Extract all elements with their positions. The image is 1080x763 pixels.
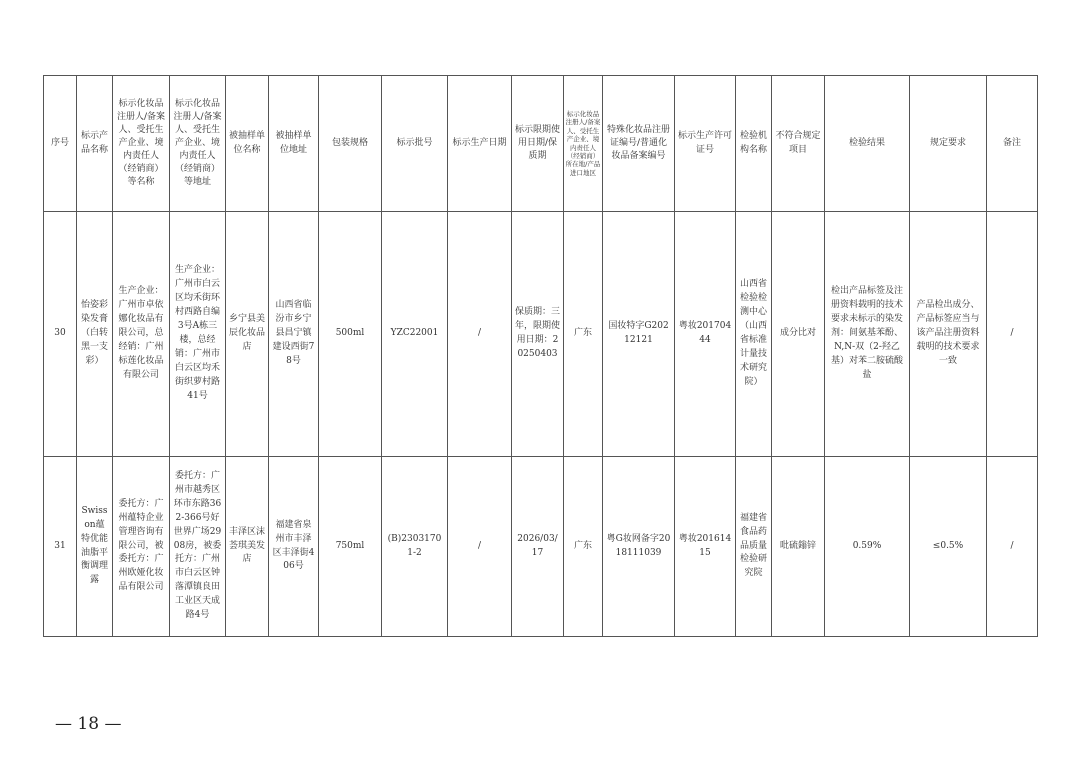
sampled-unit-name-cell: 丰泽区沫荟琪美发店	[226, 457, 269, 637]
registrant-address-cell: 委托方：广州市越秀区环市东路362-366号好世界广场2908房，被委托方：广州市白云区钟落潭镇良田工业区天成路4号	[170, 457, 226, 637]
production-date-cell: /	[448, 457, 512, 637]
serial-cell: 30	[44, 212, 77, 457]
remarks-cell: /	[987, 212, 1038, 457]
product-name-cell: 怡姿彩染发膏（白转黑一支彩）	[77, 212, 113, 457]
col-header-registrant-name: 标示化妆品注册人/备案人、受托生产企业、境内责任人（经销商）等名称	[113, 76, 170, 212]
header-row	[44, 76, 1038, 212]
production-date-cell: /	[448, 212, 512, 457]
testing-agency-cell: 山西省检验检测中心（山西省标准计量技术研究院）	[736, 212, 772, 457]
col-header-testing-agency: 检验机构名称	[736, 76, 772, 212]
production-license-cell: 粤妆20170444	[675, 212, 736, 457]
registrant-name-cell: 生产企业：广州市卓依娜化妆品有限公司，总经销：广州标莲化妆品有限公司	[113, 212, 170, 457]
registration-number-cell: 粤G妆网备字2018111039	[603, 457, 675, 637]
origin-region-cell: 广东	[564, 212, 603, 457]
col-header-origin-region: 标示化妆品注册人/备案人、受托生产企业、境内责任人（经销商）所在地/产品进口地区	[564, 76, 603, 212]
requirement-cell: 产品检出成分、产品标签应当与该产品注册资料载明的技术要求一致	[910, 212, 987, 457]
col-header-product-name: 标示产品名称	[77, 76, 113, 212]
package-spec-cell: 750ml	[319, 457, 382, 637]
batch-number-cell: (B)23031701-2	[382, 457, 448, 637]
col-header-nonconforming-item: 不符合规定项目	[772, 76, 825, 212]
sampled-unit-name-cell: 乡宁县美辰化妆品店	[226, 212, 269, 457]
nonconforming-item-cell: 吡硫鎓锌	[772, 457, 825, 637]
origin-region-cell: 广东	[564, 457, 603, 637]
col-header-production-date: 标示生产日期	[448, 76, 512, 212]
registration-number-cell: 国妆特字G20212121	[603, 212, 675, 457]
col-header-test-result: 检验结果	[825, 76, 910, 212]
table-row	[44, 457, 1038, 637]
col-header-expiry: 标示限期使用日期/保质期	[512, 76, 564, 212]
col-header-sampled-unit-name: 被抽样单位名称	[226, 76, 269, 212]
test-result-cell: 检出产品标签及注册资料载明的技术要求未标示的染发剂：间氨基苯酚、N,N-双（2-羟乙基）对苯二胺硫酸盐	[825, 212, 910, 457]
testing-agency-cell: 福建省食品药品质量检验研究院	[736, 457, 772, 637]
col-header-production-license: 标示生产许可证号	[675, 76, 736, 212]
table-row	[44, 212, 1038, 457]
sampled-unit-address-cell: 福建省泉州市丰泽区丰泽街406号	[269, 457, 319, 637]
col-header-batch-number: 标示批号	[382, 76, 448, 212]
inspection-results-table	[43, 75, 1038, 637]
col-header-remarks: 备注	[987, 76, 1038, 212]
page-number: — 18 —	[55, 714, 122, 734]
test-result-cell: 0.59%	[825, 457, 910, 637]
serial-cell: 31	[44, 457, 77, 637]
package-spec-cell: 500ml	[319, 212, 382, 457]
col-header-registrant-address: 标示化妆品注册人/备案人、受托生产企业、境内责任人（经销商）等地址	[170, 76, 226, 212]
sampled-unit-address-cell: 山西省临汾市乡宁县昌宁镇建设西街78号	[269, 212, 319, 457]
nonconforming-item-cell: 成分比对	[772, 212, 825, 457]
col-header-requirement: 规定要求	[910, 76, 987, 212]
requirement-cell: ≤0.5%	[910, 457, 987, 637]
remarks-cell: /	[987, 457, 1038, 637]
expiry-cell: 保质期：三年，限期使用日期：20250403	[512, 212, 564, 457]
registrant-address-cell: 生产企业：广州市白云区均禾街环村西路自编3号A栋三楼，总经销：广州市白云区均禾街织萝村路41号	[170, 212, 226, 457]
production-license-cell: 粤妆20161415	[675, 457, 736, 637]
col-header-package-spec: 包装规格	[319, 76, 382, 212]
col-header-sampled-unit-address: 被抽样单位地址	[269, 76, 319, 212]
expiry-cell: 2026/03/17	[512, 457, 564, 637]
product-name-cell: Swisson蕴特优能油脂平衡调理露	[77, 457, 113, 637]
col-header-registration-number: 特殊化妆品注册证编号/普通化妆品备案编号	[603, 76, 675, 212]
col-header-serial: 序号	[44, 76, 77, 212]
batch-number-cell: YZC22001	[382, 212, 448, 457]
registrant-name-cell: 委托方：广州蕴特企业管理咨询有限公司，被委托方：广州欧娅化妆品有限公司	[113, 457, 170, 637]
